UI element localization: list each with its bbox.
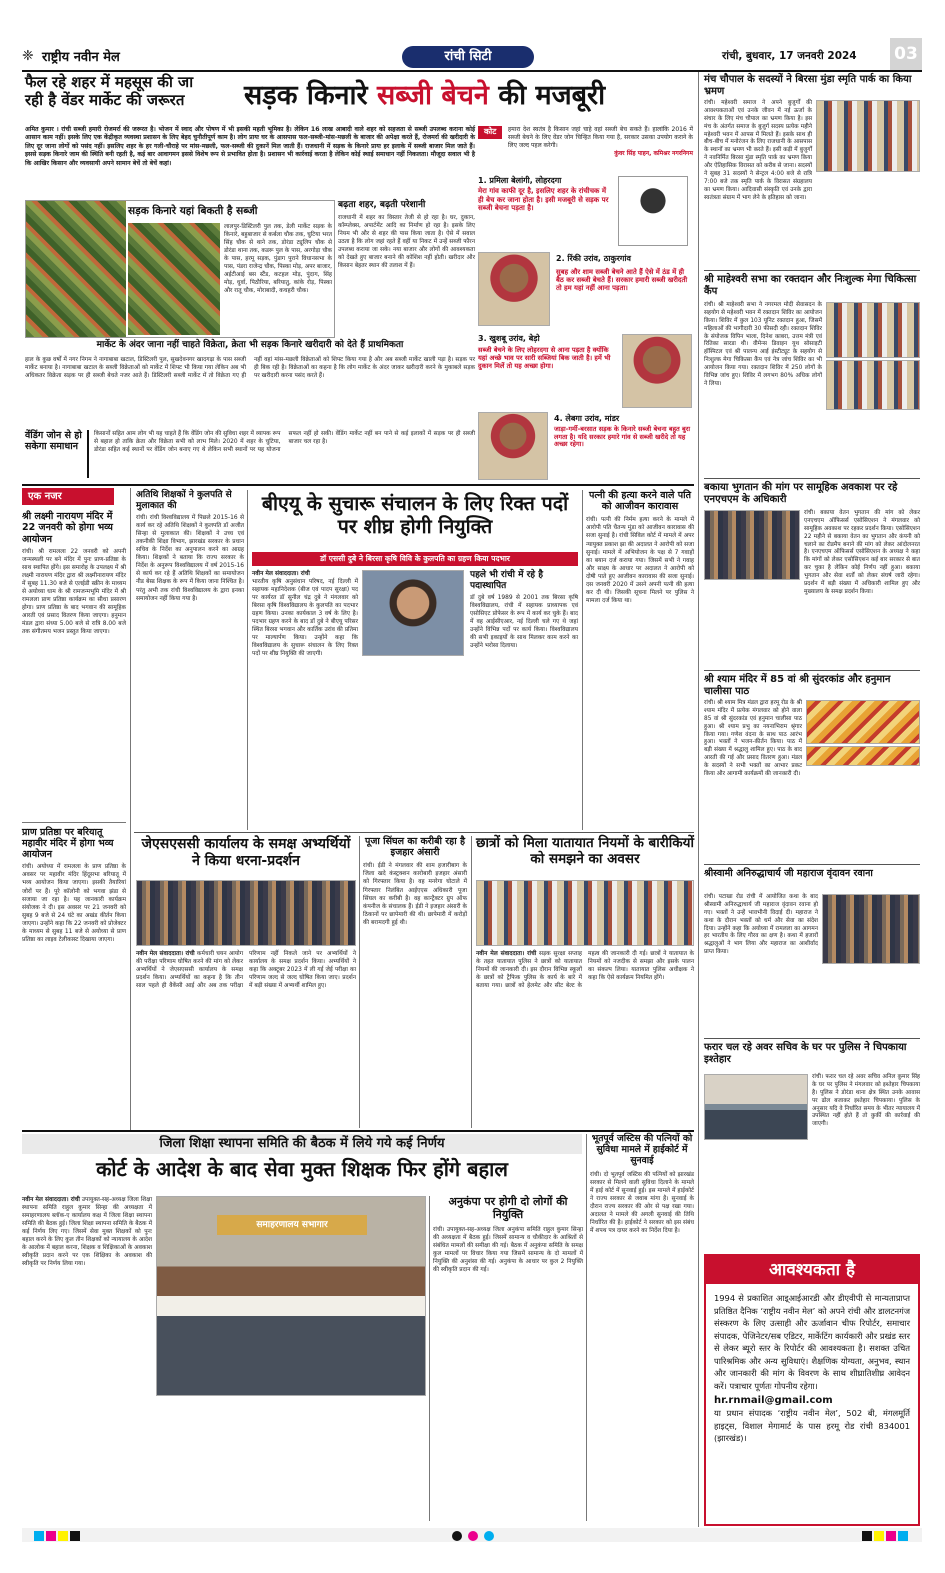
s1-photo [816, 100, 920, 172]
teachers-text-cont [156, 1400, 426, 1521]
market-photo-box [25, 200, 335, 338]
s2-photo-2 [826, 360, 920, 410]
s4-text: रांची। श्री श्याम मित्र मंडल द्वारा हरमू रोड के श्री श्याम मंदिर में प्रत्येक मंगलवार को होने वाला 85 वां श्री सुंदरकांड एवं हनुमान चालीसा पाठ हुआ। श्री श्याम प्रभु का नयनाभिराम श्रृंगार किया गया। गणेश वंदना के साथ पाठ आरंभ हुआ। भक्तों ने भजन-कीर्तन किया। पाठ में बड़ी संख्या में श्रद्धालु शामिल हुए। पाठ के बाद आरती की गई और प्रसाद वितरण हुआ। मंडल के सदस्यों ने सभी भक्तों का आभार प्रकट किया और आगामी कार्यक्रमों की जानकारी दी। [704, 700, 802, 777]
s6-title: फरार चल रहे अवर सचिव के घर पर पुलिस ने चिपकाया इश्तेहार [704, 1042, 907, 1065]
s1-title: मंच चौपाल के सदस्यों ने बिरसा मुंडा स्मृति पार्क का किया भ्रमण [704, 74, 912, 97]
paper-name: राष्ट्रीय नवीन मेल [42, 50, 120, 65]
court-box: कोट हमारा देश स्वतंत्र है किसान जहां चाहे वहां सब्जी बेच सकते हैं। हालांकि 2016 में सब्जी बेचने के लिए वेंडर जोन चिन्हित किया गया है, सरकार उसका उपयोग कराने के लिए जल्द पहल करेगी। कुंवर सिंह पाहन, कमिश्नर नगरनिगम [478, 126, 693, 172]
s5-photo [822, 894, 920, 964]
bau-byline: नवीन मेल संवाददाता। रांची [252, 571, 310, 577]
lead-bar-text: हाल के कुछ वर्षों में नगर निगम ने नागाबाबा खटाल, डिस्टिलरी पुल, सुखदेवनगर खादगढ़ा के पास सब्जी मार्केट बनाया है। नागाबाबा खटाल के सब्जी विक्रेताओं को मार्केट में शिफ्ट भी किया गया लेकिन अब भी अधिकतर विक्रेता सड़क पर ही सब्जी बेचते नजर आते हैं। डिस्टिलरी सब्जी मार्केट में तो विक्रेता गए ही नहीं वहां मांस-मछली विक्रेताओं को शिफ्ट किया गया है और अब सब्जी मार्केट खाली पड़ा है। सड़क पर ही बिक रही है। विक्रेताओं का कहना है कि लोग मार्केट के अंदर जाकर खरीदारी करने के मुकाबले सड़क पर खरीदारी करना पसंद करते हैं। [25, 357, 475, 380]
lead-headline: सड़क किनारे सब्जी बेचने की मजबूरी [244, 80, 606, 111]
paper-logo-icon: ❈ [22, 48, 34, 64]
s4-title: श्री श्याम मंदिर में 85 वां श्री सुंदरकांड और हनुमान चालीसा पाठ [704, 674, 891, 697]
court-label: कोट [478, 126, 502, 139]
murder-story: पत्नी की हत्या करने वाले पति को आजीवन कारावास रांची। पत्नी की निर्मम हत्या करने के मामले में आरोपी पति चैतन्य मुंडा को आजीवन कारावास की सजा सुनाई है। रांची सिविल कोर्ट में मामले में अपर न्यायुक्त प्रकाश झा की अदालत ने आरोपी को सजा सुनाई। मामले में अभियोजन के पक्ष से 7 गवाहों का बयान दर्ज कराया गया। जिसमें सभी ने गवाह और साक्ष्य के आधार पर अदालत ने आरोपी को दोषी पाते हुए आजीवन कारावास की सजा सुनाई। दस जनवरी 2020 में उसने अपनी पत्नी की हत्या कर दी थी। जिसकी सूचना मिलने पर पुलिस ने मामला दर्ज किया था। [586, 490, 694, 604]
jssc-text: नवीन मेल संवाददाता। रांची कर्मचारी चयन आयोग की परीक्षा परिणाम घोषित करने की मांग को लेकर अभ्यर्थियों ने जेएसएससी कार्यालय के समक्ष प्रदर्शन किया। अभ्यर्थियों का कहना है कि तीन साल पहले ही वैकेंसी आई और अब तक परीक्षा परिणाम नहीं निकले जाने पर अभ्यर्थियों ने कार्यालय के समक्ष प्रदर्शन किया। अभ्यर्थियों ने कहा कि अक्टूबर 2023 में ली गई जेई परीक्षा का परिणाम जल्द से जल्द घोषित किया जाए। प्रदर्शन में बड़ी संख्या में अभ्यर्थी शामिल हुए। [136, 951, 356, 990]
s2-text: रांची। श्री माहेश्वरी सभा ने नगरमल मोदी सेवासदन के सहयोग से महेश्वरी भवन में रक्तदान शिविर का आयोजन किया। शिविर में कुल 103 यूनिट रक्तदान हुआ, जिसमें महिलाओं की भागीदारी 30 फीसदी रही। रक्तदान शिविर के संयोजक विपिन भाला, दिनेश काबरा, उत्तम मंत्री एवं रितिका सारडा थी। वीमेन्स डिवाइन यूथ सोसाइटी हॉस्पिटल एवं श्री पालन्य आई इंस्टीट्यूट के सहयोग से निःशुल्क मेगा चिकित्सा कैंप एवं नेत्र जांच शिविर का भी आयोजन किया गया। रक्तदान शिविर में 250 लोगों के विभिन्न जांच हुए। शिविर में लगभग 80% अधिक लोगों ने लिया। [704, 302, 822, 387]
court-author: कुंवर सिंह पाहन, कमिश्नर नगरनिगम [614, 150, 693, 158]
voice-4: 4. लेबगा उरांव, मांडर जाड़ा-गर्मी-बरसात सड़क के किनारे सब्जी बेचना बहुत बुरा लगता है। यदि सरकार हमारे गांव से सब्जी खरीदे तो यह अच्छा रहेगा। [478, 412, 693, 482]
vending-zone-text: किसानों सहित आम लोग भी यह चाहते हैं कि वेंडिंग जोन की सुविधा शहर में व्यापक रूप से बहाल हो ताकि क्रेता और विक्रेता सभी को लाभ मिले। 2020 में शहर के चुटिया, डोरंडा सहित कई स्थानों पर वेंडिंग जोन बनाए गए थे लेकिन सभी स्थानों पर यह योजना सफल नहीं हो सकी। वेंडिंग मार्केट नहीं बन पाने से कई इलाकों में सड़क पर ही सब्जी बाजार चल रहा है। [94, 431, 475, 454]
n2-text: रांची। अयोध्या में रामलला के प्राण प्रतिष्ठा के अवसर पर महावीर मंदिर हिंदूसभा बरियातू में भव्य आयोजन किया जाएगा। इसकी तैयारियां जोरों पर हैं। पूरे कॉलोनी को भगवा झंडा से सजाया जा रहा है। यह जानकारी कार्यक्रम संयोजक ने दी। इस अवसर पर 21 जनवरी को सुबह 9 बजे से 24 घंटे का अखंड कीर्तन किया जाएगा। उन्होंने कहा कि 22 जनवरी को प्रोजेक्टर के माध्यम से सुबह 11 बजे से अयोध्या से प्राण प्रतिष्ठा का लाइव टेलीकास्ट दिखाया जाएगा। [22, 864, 126, 943]
teachers-text: नवीन मेल संवाददाता। रांची उपायुक्त-सह-अध्यक्ष जिला शिक्षा स्थापना समिति राहुल कुमार सिन्हा की अध्यक्षता में समाहरणालय ब्लॉक-ए कार्यालय कक्ष में जिला शिक्षा स्थापना समिति की बैठक हुई। जिला शिक्षा स्थापना समिति के बैठक में कई निर्णय लिए गए। जिसमें सेवा मुक्त शिक्षकों को पुनः बहाल करने के लिए कुल तीन शिक्षकों को न्यायालय के आदेश के आलोक में बहाल करना, शिक्षक व शिक्षिकाओं के अवकाश स्वीकृति प्रदान करने पर एक शिक्षिका के अवकाश की स्वीकृति पर निर्णय लिया गया। [22, 1197, 152, 1268]
ed-arrest-story: पूजा सिंघल का करीबी रहा है इजहार अंसारी रांची। ईडी ने मंगलवार की शाम हजारीबाग के जिला खदे कंस्ट्रक्शन कारोबारी इजहार अंसारी को गिरफ्तार किया है। वह मनरेगा घोटाले में गिरफ्तार निलंबित आईएएस अधिकारी पूजा सिंघल का करीबी है। वह कान्ट्रैक्टर ग्रुप ऑफ कंपनीज के संचालक हैं। ईडी ने इजहार अंसारी के ठिकानों पर छापेमारी की थी। छापेमारी में करोड़ों की बरामदगी हुई थी। [363, 836, 467, 926]
s2-photo-1 [826, 302, 920, 358]
ad-title: आवश्यकता है [706, 1256, 918, 1284]
s3-photo [704, 510, 800, 580]
ad-text: 1994 से प्रकाशित आइ्आईआरडी और डीएवीपी से मान्यताप्राप्त प्रतिष्ठित दैनिक ‘राष्ट्रीय नवीन मेल’ को अपने रांची और डालटनगंज संस्करण के लिए उत्साही और ऊर्जावान चीफ रिपोर्टर, समाचार संपादक, पेजिनेटर/सब एडिटर, मार्केटिंग कार्यकारी और प्रखंड स्तर से लेकर ब्यूरो स्तर के रिपोर्टर की आवश्यकता है। सशक्त उचित पारिश्रमिक और अन्य सुविधाएं। शैक्षणिक योग्यता, अनुभव, स्थान और जानकारी की मांग के विवरण के साथ शीघ्रातिशीघ्र आवेदन करें। पत्राचार पूर्णतः गोपनीय रहेगा। [714, 1293, 910, 1391]
meeting-photo-caption: समाहरणालय सभागार [217, 1215, 367, 1235]
s6-text: रांची। फरार चल रहे अवर सचिव अनिल कुमार सिंह के घर पर पुलिस ने मंगलवार को इश्तेहार चिपकाया है। पुलिस ने डोरंडा थाना क्षेत्र स्थित उनके आवास पर ढोल बजाकर इश्तेहार चिपकाया। पुलिस के अनुसार यदि वे निर्धारित समय के भीतर न्यायालय में उपस्थित नहीं होते हैं तो कुर्की की कार्रवाई की जाएगी। [812, 1074, 920, 1128]
n1-text: रांची। श्री रामलला 22 जनवरी को अपनी जन्मस्थली पर बने मंदिर में पुनः प्राण-प्रतिष्ठा के साथ स्थापित होंगे। इस समारोह के उपलक्ष्य में श्री लक्ष्मी नारायण मंदिर द्वारा श्री लक्ष्मीनारायण मंदिर में सुबह 11.30 बजे से एलईडी स्क्रीन के माध्यम से अयोध्या धाम के श्री रामजन्मभूमि मंदिर में श्री रामलला प्राण प्रतिष्ठा कार्यक्रम का सीधा प्रसारण होगा। प्राण प्रतिष्ठा के बाद भगवान की सामूहिक आरती एवं प्रसाद वितरण किया जाएगा। हनुमान मंडल द्वारा संध्या 5.00 बजे से रात्रि 8.00 बजे तक संगीतमय भजन प्रस्तुत किया जाएगा। [22, 548, 126, 636]
s2-title: श्री माहेश्वरी सभा का रक्तदान और निःशुल्क मेगा चिकित्सा कैंप [704, 274, 917, 297]
highcourt-story: भूतपूर्व जस्टिस की पत्नियों को सुविधा मामले में हाईकोर्ट में सुनवाई रांची। दो भूतपूर्व जस्टिस की पत्नियों को झारखंड सरकार से मिलने वाली सुविधा दिलाने के मामले में हाई कोर्ट में सुनवाई हुई। इस मामले में हाईकोर्ट ने राज्य सरकार से जवाब मांगा है। सुनवाई के दौरान राज्य सरकार की ओर से पक्ष रखा गया। अदालत ने मामले की अगली सुनवाई की तिथि निर्धारित की है। हाईकोर्ट ने सरकार को इस संबंध में शपथ पत्र दायर करने का निर्देश दिया है। [590, 1133, 694, 1234]
ad-address: या प्रधान संपादक ‘राष्ट्रीय नवीन मेल’, 502 बी, मंगलमूर्ति हाइट्स, विशाल मेगामार्ट के पास हरमू रोड रांची 834001 (झारखंड)। [714, 1408, 910, 1443]
n1-title: श्री लक्ष्मी नारायण मंदिर में 22 जनवरी को होगा भव्य आयोजन [22, 511, 113, 545]
voice-1: 1. प्रमिला बेलांगी, लोहरदगा मेरा गांव काफी दूर है, इसलिए शहर के रांचीचक में ही बेच कर जाना होता है। इसी मजबूरी से सड़क पर सब्जी बेचना पड़ता है। [478, 176, 693, 250]
voice-1-silhouette [618, 176, 688, 246]
vending-zone-label: वेंडिंग जोन से हो सकेगा समाधान [25, 430, 89, 478]
voice-2: 2. रिंकी उरांव, ठाकुरगांव सुबह और शाम सब्जी बेचने आते हैं ऐसे में ठंड में ही बैठ कर सब्जी बेचते हैं। सरकार हमारी सब्जी खरीदती तो हम यहां नहीं आना पड़ता। [478, 252, 693, 332]
teachers-byline: नवीन मेल संवाददाता। रांची [22, 1197, 80, 1203]
at-a-glance-tag: एक नजर [22, 488, 114, 505]
market-places: लालपुर-डिस्टिलरी पुल तक, डेली मार्केट सड़क के किनारे, बहुबाजार से कर्बला चौक तक, चुटिया भरत सिंह चौक से थाने तक, डोरंडा ट्यूलिप चौक से डोरंडा थाना तक, कडरू पुल के पास, अरगोड़ा चौक के पास, हरमू सड़क, पुंडाग पुराने विधानसभा के पास, पंडरा राजेन्द्र चौक, पिस्का मोड़, अपर बाजार, अईटीआई बस स्टैंड, कटहल मोड़, पुंदाग, सिंह मोड़, धुर्वा, पिठौरिया, बरियातु, कांके रोड़, पिस्का और रातू चौक, मोराबादी, कचहरी चौक। [224, 224, 332, 295]
s5-title: श्रीस्वामी अनिरुद्धाचार्य जी महाराज वृंदावन रवाना [704, 868, 873, 879]
teachers-headline: कोर्ट के आदेश के बाद सेवा मुक्त शिक्षक फिर होंगे बहाल [96, 1157, 508, 1181]
traffic-headline: छात्रों को मिला यातायात नियमों के बारीकियों को समझने का अवसर [476, 835, 694, 867]
page-number: 03 [890, 38, 922, 70]
s6-photo [704, 1074, 808, 1140]
s4-photo-2 [806, 746, 920, 766]
traffic-photo [476, 880, 694, 946]
s1-text-cont [704, 174, 920, 270]
s1-text: रांची। महेश्वरी समाज ने अपने बुजुर्गों की आवश्यकताओं एवं उनके जीवन में नई ऊर्जा के संचार के लिए मंच चौपाल का भ्रमण किया है। इस मंच के अंतर्गत समाज के बुजुर्ग सदस्य प्रत्येक महीने महेश्वरी भवन में आपस में मिलते हैं। इसके साथ ही बीच-बीच में मनोरंजन के लिए राजधानी के आसपास के स्थानों का भ्रमण भी करते हैं। इसी कड़ी में बुजुर्गों ने नवनिर्मित बिरसा मुंडा स्मृति पार्क का भ्रमण किया और ऐतिहासिक विरासत को करीब से जाना। सदस्यों ने सुबह 31 सदस्यों ने सेन्ट्रल 4:00 बजे से रात्रि 7:00 बजे तक स्मृति पार्क के विरासत संग्रहालय का भ्रमण किया। आदिवासी संस्कृति एवं उनके द्वारा स्वतंत्रता संग्राम में भाग लेने के इतिहास को जाना। [704, 100, 812, 201]
traffic-text: नवीन मेल संवाददाता। रांची सड़क सुरक्षा सप्ताह के तहत यातायात पुलिस ने छात्रों को यातायात नियमों की जानकारी दी। इस दौरान विभिन्न स्कूलों के छात्रों को ट्रैफिक पुलिस के कार्य के बारे में बताया गया। छात्रों को हेलमेट और सीट बेल्ट के महत्व की जानकारी दी गई। छात्रों ने यातायात के नियमों को नजदीक से समझा और इसके पालन का संकल्प लिया। यातायात पुलिस अधीक्षक ने कहा कि ऐसे कार्यक्रम नियमित होंगे। [476, 951, 694, 990]
s4-photo-1 [806, 700, 920, 744]
left-column [22, 488, 126, 1128]
traffic-byline: नवीन मेल संवाददाता। रांची [476, 951, 537, 957]
lead-bar-headline: मार्केट के अंदर जाना नहीं चाहते विक्रेता, क्रेता भी सड़क किनारे खरीदारी को देते हैं प्राथमिकता [96, 340, 404, 350]
meeting-photo [156, 1196, 426, 1396]
vendor-photo [128, 223, 220, 335]
market-photo-caption: सड़क किनारे यहां बिकती है सब्जी [128, 205, 258, 217]
lead-byline: अमित कुमार । रांची [25, 126, 71, 133]
right-column [704, 74, 922, 1526]
lead-intro: अमित कुमार । रांची सब्जी हमारी रोजमर्रा की जरूरत है। भोजन में स्वाद और पोषण में भी इसकी महती भूमिका है। लेकिन 16 लाख आबादी वाले शहर को सहजता से सब्जी उपलब्ध कराना कोई आसान काम नहीं। इसके लिए एक केंद्रीकृत व्यवस्था प्रशासन के लिए बेहद चुनौतीपूर्ण काम है। लोग प्रायः घर के आसपास फल-सब्जी-मांस-मछली के बाजार की अपेक्षा करते हैं, रोजमर्रा की खरीदारी के लिए दूर जाना लोगों को पसंद नहीं। इसलिए शहर के हर गली-चौराहे पर मांस-मछली, फल-सब्जी की दुकानें मिल जाती हैं। राजधानी में सड़क के किनारे प्रायः हर इलाके में सब्जी बाजार मिल जाते हैं। इससे सड़क किनारे जाम की स्थिति बनी रहती है, कई बार आवागमन इससे विशेष रूप से प्रभावित होता है। प्रशासन भी कार्रवाई करता है लेकिन कोई स्थाई समाधान नहीं निकलता। मौजूदा सवाल भी है कि आखिर किसान और व्यवसायी अपने सामान बेचें तो बेचें कहां। [25, 126, 475, 167]
lead-kicker: फैल रहे शहर में महसूस की जा रही है वेंडर मार्केट की जरूरत [25, 73, 194, 109]
s3-text: रांची। बकाया वेतन भुगतान की मांग को लेकर एनएचएम ऑफिसर्स एसोसिएशन ने मंगलवार को सामूहिक अवकाश पर रहकर प्रदर्शन किया। एसोसिएशन 22 महीने से बकाया वेतन का भुगतान और कंपनी को चलाने का रोडमैप बनाने की मांग को लेकर आंदोलनरत है। एनएचएम ऑफिसर्स एसोसिएशन के अध्यक्ष ने कहा कि मांगों को लेकर एसोसिएशन कई बार सरकार से बात कर चुका है लेकिन कोई निर्णय नहीं हुआ। बकाया भुगतान और सेवा शर्तों को लेकर संघर्ष जारी रहेगा। प्रदर्शन में बड़ी संख्या में अधिकारी शामिल हुए और मुख्यालय के समक्ष प्रदर्शन किया। [804, 510, 920, 595]
voice-3: 3. खुशबू उरांव, बेड़ो सब्जी बेचने के लिए लोहरदगा से आना पड़ता है क्योंकि यहां अच्छे भाव पर सारी सब्जियां बिक जाती है। हमें भी दुकान मिलें तो यह अच्छा होगा। [478, 334, 693, 410]
compassion-story: अनुकंपा पर होगी दो लोगों की नियुक्ति रांची। उपायुक्त-सह-अध्यक्ष जिला अनुकंपा समिति राहुल कुमार सिन्हा की अध्यक्षता में बैठक हुई। जिसमें सामान्य व चौकीदार के आश्रितों से संबंधित मामलों की समीक्षा की गई। बैठक में अनुकंपा समिति के समक्ष कुल मामलों पर विचार किया गया जिसमें सामान्य के दो मामलों में नियुक्ति की अनुशंसा की गई। अनुकंपा के आधार पर कुल 2 नियुक्ति की स्वीकृति प्रदान की गई। [433, 1195, 583, 1274]
jssc-byline: नवीन मेल संवाददाता। रांची [136, 951, 195, 957]
voice-2-photo [478, 252, 550, 326]
guest-teachers-story: अतिथि शिक्षकों ने कुलपति से मुलाकात की रांची। रांची विश्वविद्यालय में पिछले 2015-16 से कार्य कर रहे अतिथि शिक्षकों ने कुलपति डॉ अजीत सिन्हा से मुलाकात की। शिक्षकों ने उच्च एवं तकनीकी शिक्षा विभाग, झारखंड सरकार के प्रधान सचिव के निर्देश का अनुपालन करने का आग्रह किया। शिक्षकों ने बताया कि राज्य सरकार के निर्देश के अनुरूप विश्वविद्यालय में वर्ष 2015-16 से कार्य कर रहे हैं अतिथि शिक्षकों का समायोजन नीड बेस्ड शिक्षक के रूप में किया जाना निश्चित है। परंतु अभी तक रांची विश्वविद्यालय के द्वारा इनका समायोजन नहीं किया गया है। [136, 490, 244, 602]
s5-text: रांची। पटाखा रोड रांची में आयोजित कथा के बाद श्रीस्वामी अनिरुद्धाचार्य जी महाराज वृंदावन रवाना हो गए। भक्तों ने उन्हें भावभीनी विदाई दी। महाराज ने कथा के दौरान भक्तों को धर्म और सेवा का संदेश दिया। उन्होंने कहा कि अयोध्या में रामलला का आगमन हर भारतीय के लिए गौरव का क्षण है। कथा में हजारों श्रद्धालुओं ने भाग लिया और महाराज का आशीर्वाद प्राप्त किया। [704, 894, 818, 956]
jssc-headline: जेएसएससी कार्यालय के समक्ष अभ्यर्थियों ने किया धरना-प्रदर्शन [141, 836, 351, 869]
recruitment-ad [704, 1254, 920, 1526]
education-banner: जिला शिक्षा स्थापना समिति की बैठक में लिये गये कई निर्णय [22, 1134, 582, 1154]
jssc-photo [136, 880, 356, 946]
side-box: बढ़ता शहर, बढ़ती परेशानी राजधानी में शहर का विस्तार तेजी से हो रहा है। घर, दुकान, कॉम्प्लेक्स, अपार्टमेंट आदि का निर्माण हो रहा है। इसके लिए नियम भी और से शहर की पास किया जाता है। ऐसे में सवाल उठता है कि लोग जहां रहते हैं वहीं या निकट में उन्हें सब्जी फौरन उपलब्ध कराया जा सके। नया बाजार और लोगों की आवश्यकता को देखते हुए बाजार बनाने की कोशिश नहीं होती। खरीदार और किसान बेहतर स्थान की तलाश में हैं। [338, 200, 475, 269]
n2-title: प्राण प्रतिष्ठा पर बरियातू महावीर मंदिर में होगा भव्य आयोजन [22, 826, 114, 861]
bau-headline: बीएयू के सुचारू संचालन के लिए रिक्त पदों पर शीघ्र होगी नियुक्ति [261, 492, 569, 538]
voice-4-photo [478, 412, 548, 480]
s3-title: बकाया भुगतान की मांग पर सामूहिक अवकाश पर रहे एनएचएम के अधिकारी [704, 482, 898, 505]
color-registration-marks [22, 1530, 922, 1542]
voice-3-photo [622, 334, 692, 408]
section-label: रांची सिटी [402, 46, 534, 68]
vc-portrait-photo [362, 570, 464, 656]
market-photo [26, 201, 126, 337]
dateline: रांची, बुधवार, 17 जनवरी 2024 [722, 50, 857, 62]
masthead [22, 44, 922, 70]
bau-text: नवीन मेल संवाददाता। रांची भारतीय कृषि अनुसंधान परिषद, नई दिल्ली में सहायक महानिदेशक (बीज एवं पादप सुरक्षा) पद पर कार्यरत डॉ सुनील चंद्र दुबे ने मंगलवार को बिरसा कृषि विश्वविद्यालय के कुलपति का पदभार ग्रहण किया। उनका कार्यकाल 3 वर्ष के लिए है। पदभार ग्रहण करने के बाद डॉ दुबे ने बीएयू परिसर स्थित बिरसा भगवान और कार्तिक उरांव की प्रतिमा पर माल्यार्पण किया। उन्होंने कहा कि विश्वविद्यालय के सुचारू संचालन के लिए रिक्त पदों पर शीघ्र नियुक्ति की जाएगी। [252, 571, 358, 658]
bau-side: पहले भी रांची में रहे है पदास्थापित डॉ दुबे वर्ष 1989 से 2001 तक बिरसा कृषि विश्वविद्यालय, रांची में सहायक प्राध्यापक एवं एसोसिएट प्रोफेसर के रूप में कार्य कर चुके हैं। बाद में वह आईसीएआर, नई दिल्ली चले गए थे जहां उन्होंने विभिन्न पदों पर कार्य किया। विश्वविद्यालय की सभी इकाइयों के साथ मिलकर काम करने का उन्होंने भरोसा दिलाया। [470, 570, 578, 650]
ad-email[interactable]: hr.rnmail@gmail.com [714, 1394, 833, 1406]
bau-text-cont [362, 660, 464, 830]
bau-bar: डॉ एससी दुबे ने बिरसा कृषि विवि के कुलपति का ग्रहण किया पदभार [252, 552, 578, 566]
side-heading: बढ़ता शहर, बढ़ती परेशानी [338, 200, 426, 210]
